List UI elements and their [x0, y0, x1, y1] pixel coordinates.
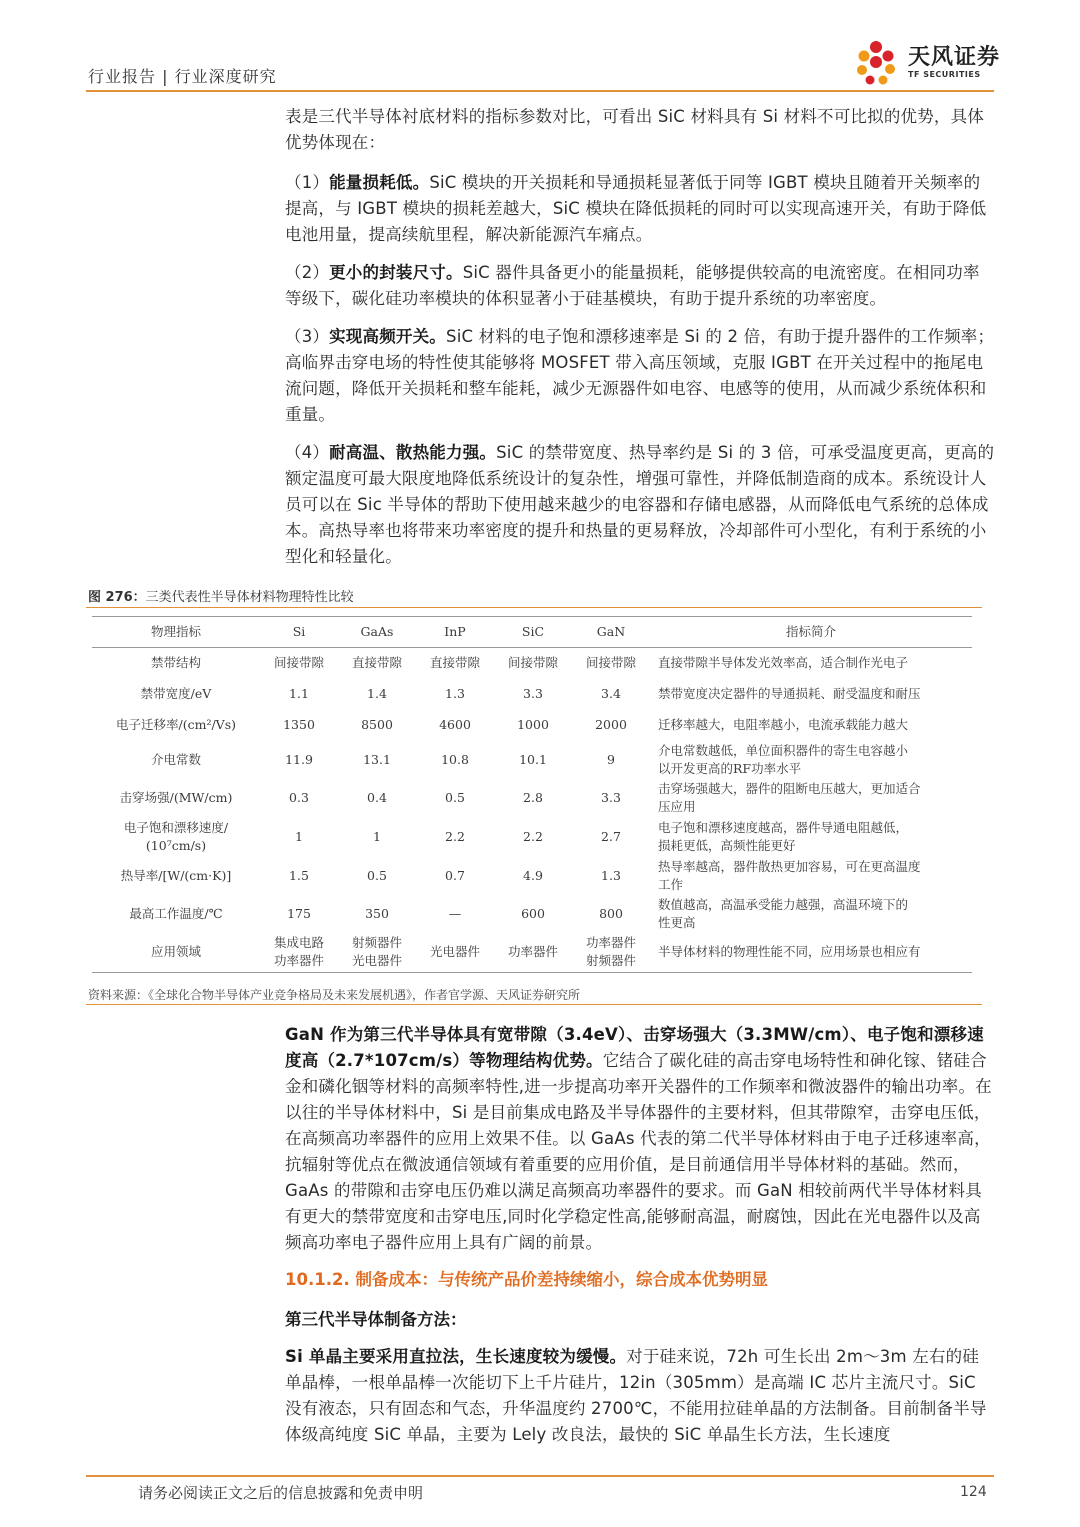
si-paragraph: Si 单晶主要采用直拉法，生长速度较为缓慢。对于硅来说，72h 可生长出 2m～3m 左右的硅单晶棒，一根单晶棒一次能切下上千片硅片，12in（305mm）是高端 IC 芯片主流尺寸。SiC 没有液态，只有固态和气态，升华温度约 2700℃，不能用拉硅单晶的方法制备。目前制备半导体级高纯度 SiC 单晶，主要为 Lely 改良法，最快的 SiC 单晶生长方法，生长速度	[285, 1347, 987, 1444]
table-cell: 电子迁移率/(cm²/Vs)	[116, 717, 236, 732]
table-cell: 直接带隙	[429, 655, 480, 671]
table-cell: 2.7	[601, 828, 621, 844]
advantage-1: （1）能量损耗低。SiC 模块的开关损耗和导通损耗显著低于同等 IGBT 模块且随着开关频率的提高，与 IGBT 模块的损耗差越大，SiC 模块在降低损耗的同时可以实现高速开关，有助于降低电池用量，提高续航里程，解决新能源汽车痛点。	[285, 173, 987, 244]
table-cell: 9	[607, 751, 615, 767]
gan-heading: GaN 作为第三代半导体具有宽带隙（3.4eV）、击穿场强大（3.3MW/cm）、电子饱和漂移速度高（2.7*107cm/s）等物理结构优势。	[285, 1025, 984, 1070]
report-category: 行业报告 | 行业深度研究	[88, 67, 277, 86]
table-cell: 功率器件	[494, 933, 572, 973]
table-cell: 0.5	[367, 867, 387, 883]
table-row	[92, 679, 972, 710]
table-cell: 11.9	[285, 751, 313, 767]
table-cell-description: 迁移率越大，电阻率越小，电流承载能力越大	[658, 717, 909, 732]
table-cell: 应用领域	[92, 933, 260, 973]
table-cell: 直接带隙	[351, 655, 402, 671]
table-cell: 间接带隙	[585, 655, 636, 671]
table-row	[92, 817, 972, 857]
table-cell: 1.3	[445, 686, 465, 701]
header-rule	[86, 90, 994, 92]
table-cell: 1	[295, 828, 303, 844]
table-column-header: GaAs	[338, 617, 416, 648]
advantage-4: （4）耐高温、散热能力强。SiC 的禁带宽度、热导率约是 Si 的 3 倍，可承受温度更高，更高的额定温度可最大限度地降低系统设计的复杂性，增强可靠性，并降低制造商的成本。系统设计人员可以在 Sic 半导体的帮助下使用越来越少的电容器和存储电感器，从而降低电气系统的总体成本。高热导率也将带来功率密度的提升和热量的更易释放，冷却部件可小型化，有利于系统的小型化和轻量化。	[285, 443, 995, 566]
page-number: 124	[960, 1484, 987, 1500]
table-cell: 350	[365, 905, 389, 921]
properties-table	[92, 616, 972, 973]
table-cell-description: 击穿场强越大，器件的阻断电压越大，更加适合 压应用	[658, 780, 921, 814]
table-cell-description: 半导体材料的物理性能不同，应用场景也相应有	[650, 933, 972, 973]
logo-subtext: TF SECURITIES	[908, 70, 981, 79]
table-cell: 电子饱和漂移速度/ (10⁷cm/s)	[123, 819, 229, 853]
table-cell: 1.3	[601, 867, 621, 883]
table-cell: 1350	[283, 717, 315, 732]
figure-source: 资料来源：《全球化合物半导体产业竞争格局及未来发展机遇》，作者官学源、天风证券研究所	[88, 988, 581, 1002]
table-column-header: 物理指标	[92, 617, 260, 648]
table-cell: 4.9	[523, 867, 543, 883]
figure-rule	[86, 607, 982, 608]
advantage-1-heading: 能量损耗低。	[329, 173, 430, 192]
advantage-4-heading: 耐高温、散热能力强。	[329, 443, 497, 462]
table-row	[92, 779, 972, 817]
table-cell: 热导率/[W/(cm·K)]	[120, 867, 232, 883]
table-cell: 3.3	[601, 789, 621, 805]
table-cell: 间接带隙	[273, 655, 324, 671]
table-row	[92, 933, 972, 973]
table-cell: 最高工作温度/℃	[129, 905, 223, 921]
table-column-header: GaN	[572, 617, 650, 648]
advantage-3: （3）实现高频开关。SiC 材料的电子饱和漂移速率是 Si 的 2 倍，有助于提升器件的工作频率；高临界击穿电场的特性使其能够将 MOSFET 带入高压领域，克服 IGBT 在开关过程中的拖尾电流问题，降低开关损耗和整车能耗，减少无源器件如电容、电感等的使用，从而减少系统体积和重量。	[285, 327, 995, 424]
table-cell: 0.3	[289, 789, 309, 805]
table-cell: 2.2	[445, 828, 465, 844]
flower-logo-icon	[850, 38, 904, 88]
disclaimer-note: 请务必阅读正文之后的信息披露和免责申明	[138, 1484, 424, 1502]
table-cell: —	[448, 905, 462, 921]
table-cell: 1000	[517, 717, 549, 732]
table-column-header: InP	[416, 617, 494, 648]
table-cell: 光电器件	[416, 933, 494, 973]
section-heading: 10.1.2. 制备成本：与传统产品价差持续缩小，综合成本优势明显	[285, 1270, 768, 1289]
company-logo	[850, 38, 1000, 88]
table-cell: 8500	[361, 717, 393, 732]
figure-caption: 图 276：三类代表性半导体材料物理特性比较	[88, 590, 354, 605]
table-header-row	[92, 617, 972, 648]
table-cell: 2000	[595, 717, 627, 732]
table-cell: 175	[287, 905, 311, 921]
gan-paragraph: GaN 作为第三代半导体具有宽带隙（3.4eV）、击穿场强大（3.3MW/cm）、电子饱和漂移速度高（2.7*107cm/s）等物理结构优势。它结合了碳化硅的高击穿电场特性和砷化镓、锗硅合金和磷化铟等材料的高频率特性,进一步提高功率开关器件的工作频率和微波器件的输出功率。在以往的半导体材料中，Si 是目前集成电路及半导体器件的主要材料，但其带隙窄，击穿电压低，在高频高功率器件的应用上效果不佳。以 GaAs 代表的第二代半导体材料由于电子迁移速率高，抗辐射等优点在微波通信领域有着重要的应用价值，是目前通信用半导体材料的基础。然而，GaAs 的带隙和击穿电压仍难以满足高频高功率器件的要求。而 GaN 相较前两代半导体材料具有更大的禁带宽度和击穿电压,同时化学稳定性高,能够耐高温，耐腐蚀，因此在光电器件以及高频高功率电子器件应用上具有广阔的前景。	[285, 1025, 992, 1252]
table-cell: 4600	[439, 717, 471, 732]
table-cell-description: 电子饱和漂移速度越高，器件导通电阻越低， 损耗更低，高频性能更好	[658, 819, 909, 853]
table-cell-description: 介电常数越低，单位面积器件的寄生电容越小 以开发更高的RF功率水平	[658, 742, 909, 776]
table-column-header: Si	[260, 617, 338, 648]
intro-paragraph: 表是三代半导体衬底材料的指标参数对比，可看出 SiC 材料具有 Si 材料不可比拟的优势，具体优势体现在：	[285, 107, 985, 152]
table-row	[92, 741, 972, 779]
table-cell-description: 禁带宽度决定器件的导通损耗、耐受温度和耐压	[658, 686, 921, 701]
table-row	[92, 857, 972, 895]
table-cell: 1	[373, 828, 381, 844]
advantage-2-heading: 更小的封装尺寸。	[329, 263, 463, 282]
table-cell: 0.4	[367, 789, 387, 805]
table-cell: 0.5	[445, 789, 465, 805]
table-cell: 1.4	[367, 686, 387, 701]
table-cell: 13.1	[363, 751, 391, 767]
table-cell: 禁带结构	[150, 655, 201, 671]
table-cell: 功率器件 射频器件	[572, 933, 650, 973]
table-cell: 10.8	[441, 751, 469, 767]
table-column-header: 指标简介	[650, 617, 972, 648]
table-row	[92, 895, 972, 933]
methods-subheading: 第三代半导体制备方法：	[285, 1310, 467, 1329]
table-cell: 3.3	[523, 686, 543, 701]
table-cell: 1.5	[289, 867, 309, 883]
advantage-2: （2）更小的封装尺寸。SiC 器件具备更小的能量损耗，能够提供较高的电流密度。在相同功率等级下，碳化硅功率模块的体积显著小于硅基模块，有助于提升系统的功率密度。	[285, 263, 980, 308]
footer-rule	[86, 1475, 994, 1477]
table-cell: 800	[599, 905, 623, 921]
table-cell: 介电常数	[150, 751, 201, 767]
logo-text: 天风证券	[908, 45, 1001, 70]
table-cell: 3.4	[601, 686, 621, 701]
advantage-3-heading: 实现高频开关。	[329, 327, 447, 346]
table-cell: 射频器件 光电器件	[338, 933, 416, 973]
table-cell: 集成电路 功率器件	[260, 933, 338, 973]
table-cell: 禁带宽度/eV	[140, 686, 212, 701]
table-cell: 2.8	[523, 789, 543, 805]
si-heading: Si 单晶主要采用直拉法，生长速度较为缓慢。	[285, 1347, 627, 1366]
table-cell: 击穿场强/(MW/cm)	[119, 789, 233, 805]
table-cell: 0.7	[445, 867, 465, 883]
source-rule	[86, 1004, 982, 1005]
table-column-header: SiC	[494, 617, 572, 648]
properties-table-figure	[92, 616, 972, 974]
table-row	[92, 710, 972, 741]
table-cell-description: 直接带隙半导体发光效率高，适合制作光电子	[658, 655, 909, 671]
table-cell: 600	[521, 905, 545, 921]
table-cell-description: 热导率越高，器件散热更加容易，可在更高温度 工作	[658, 858, 921, 892]
table-cell: 2.2	[523, 828, 543, 844]
table-cell: 10.1	[519, 751, 547, 767]
table-cell: 1.1	[289, 686, 309, 701]
table-cell: 间接带隙	[507, 655, 558, 671]
table-row	[92, 648, 972, 679]
table-cell-description: 数值越高，高温承受能力越强，高温环境下的 性更高	[658, 896, 909, 930]
